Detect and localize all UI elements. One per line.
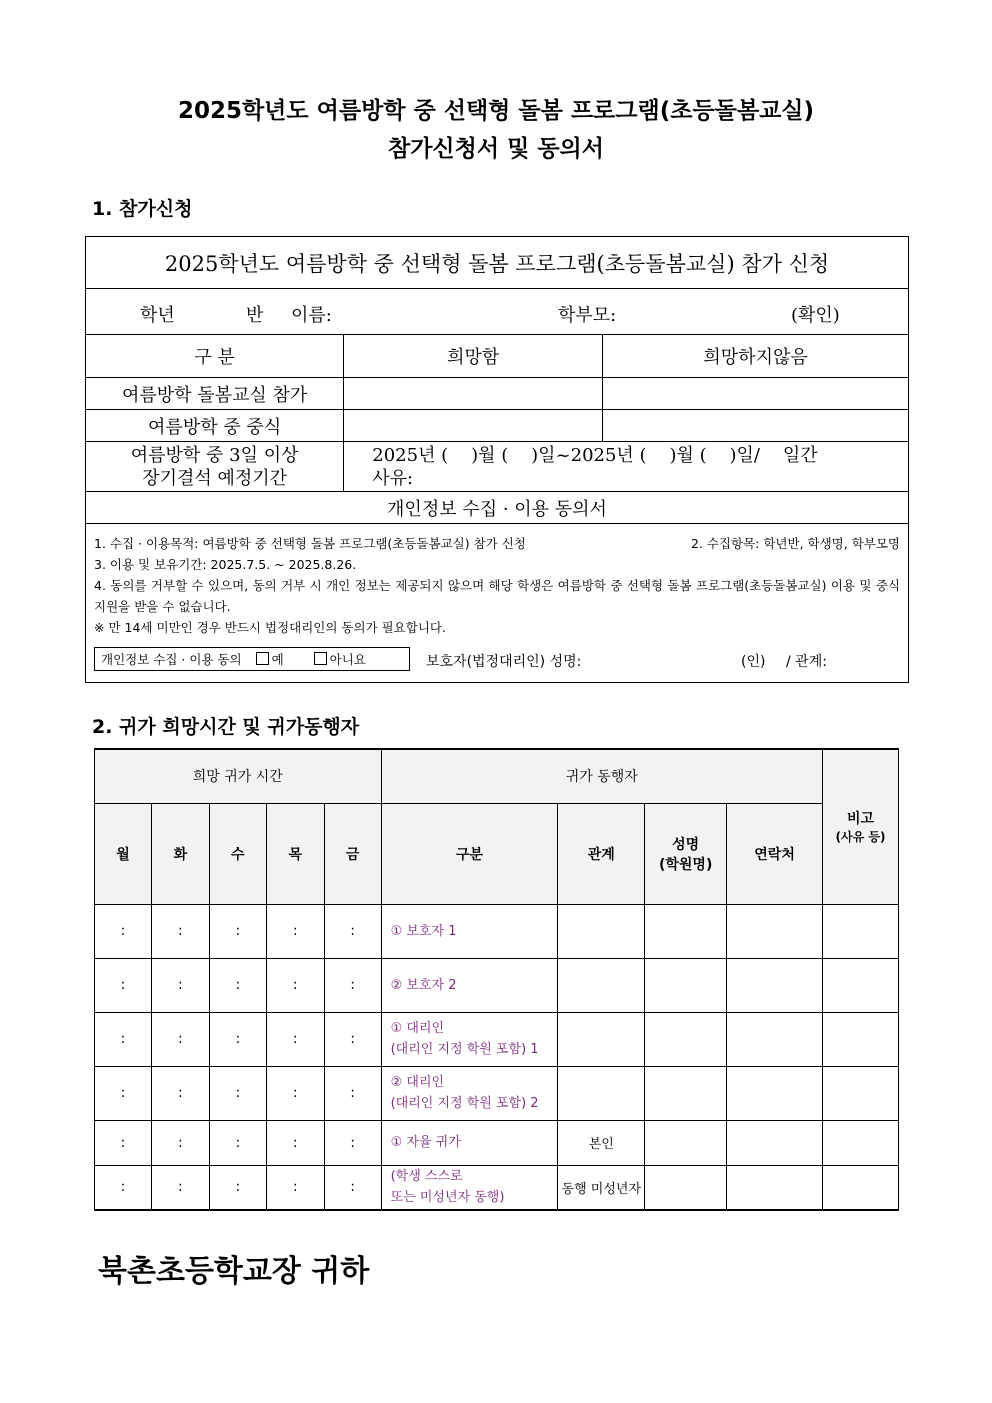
hdr-note-sub: (사유 등) xyxy=(835,830,886,845)
time-cell[interactable]: : xyxy=(324,1066,381,1120)
time-cell[interactable]: : xyxy=(209,958,266,1012)
student-name-field[interactable]: 이름: xyxy=(291,305,332,326)
time-cell[interactable]: : xyxy=(209,1066,266,1120)
consent-no-checkbox[interactable] xyxy=(314,652,327,665)
companion-type-line1: ① 대리인 xyxy=(390,1021,445,1036)
time-cell[interactable]: : xyxy=(151,1012,209,1066)
time-cell[interactable]: : xyxy=(151,904,209,958)
time-cell[interactable]: : xyxy=(95,1165,152,1210)
class-label: 반 xyxy=(246,305,264,326)
col-not-want: 희망하지않음 xyxy=(603,335,909,378)
time-cell[interactable]: : xyxy=(95,958,152,1012)
time-cell[interactable]: : xyxy=(324,1165,381,1210)
companion-note[interactable] xyxy=(822,1012,898,1066)
time-cell[interactable]: : xyxy=(151,1120,209,1165)
companion-note[interactable] xyxy=(822,1165,898,1210)
companion-note[interactable] xyxy=(822,958,898,1012)
consent-yes-label: 예 xyxy=(271,652,284,667)
col-relation: 관계 xyxy=(558,803,645,904)
companion-row xyxy=(95,1120,899,1165)
hdr-companion: 귀가 동행자 xyxy=(381,749,822,803)
doc-title-line1: 2025학년도 여름방학 중 선택형 돌봄 프로그램(초등돌봄교실) xyxy=(177,98,815,124)
row-absence-line2: 장기결석 예정기간 xyxy=(142,467,288,489)
consent-yes-checkbox[interactable] xyxy=(256,652,269,665)
lunch-want-cell[interactable] xyxy=(344,410,603,442)
companion-type xyxy=(381,1066,558,1120)
day-wed: 수 xyxy=(209,803,266,904)
participate-not-want-cell[interactable] xyxy=(603,378,909,410)
row-participate: 여름방학 돌봄교실 참가 xyxy=(86,378,344,410)
time-cell[interactable]: : xyxy=(209,1012,266,1066)
companion-name[interactable] xyxy=(645,958,727,1012)
participate-want-cell[interactable] xyxy=(344,378,603,410)
consent-no-label: 아니요 xyxy=(329,652,366,667)
companion-contact[interactable] xyxy=(727,1165,823,1210)
section1-heading: 1. 참가신청 xyxy=(92,198,193,220)
time-cell[interactable]: : xyxy=(209,1165,266,1210)
application-table-title: 2025학년도 여름방학 중 선택형 돌봄 프로그램(초등돌봄교실) 참가 신청 xyxy=(86,237,909,289)
companion-name[interactable] xyxy=(645,1165,727,1210)
companion-type-line2: (대리인 지정 학원 포함) 2 xyxy=(390,1096,539,1111)
companion-name[interactable] xyxy=(645,1120,727,1165)
companion-type-line1: ① 자율 귀가 xyxy=(390,1135,461,1150)
seal-label: (인) xyxy=(741,654,766,670)
day-fri: 금 xyxy=(324,803,381,904)
companion-name[interactable] xyxy=(645,904,727,958)
col-category: 구 분 xyxy=(86,335,344,378)
absence-reason: 사유: xyxy=(372,467,414,489)
time-cell[interactable]: : xyxy=(95,1012,152,1066)
privacy-title: 개인정보 수집 · 이용 동의서 xyxy=(86,492,909,524)
grade-label: 학년 xyxy=(140,305,175,326)
doc-title-line2: 참가신청서 및 동의서 xyxy=(388,136,604,162)
absence-period-cell[interactable] xyxy=(344,442,909,492)
day-tue: 화 xyxy=(151,803,209,904)
row-absence-line1: 여름방학 중 3일 이상 xyxy=(130,444,299,466)
companion-type xyxy=(381,1012,558,1066)
hdr-note xyxy=(822,749,898,904)
companion-type-line1: ① 보호자 1 xyxy=(390,923,457,939)
row-lunch: 여름방학 중 중식 xyxy=(86,410,344,442)
student-info-row xyxy=(86,289,909,335)
time-cell[interactable]: : xyxy=(324,1120,381,1165)
companion-contact[interactable] xyxy=(727,1120,823,1165)
privacy-line1 xyxy=(94,533,900,554)
consent-box xyxy=(94,647,410,671)
time-cell[interactable]: : xyxy=(266,1066,324,1120)
companion-type-line2: (대리인 지정 학원 포함) 1 xyxy=(390,1042,539,1057)
hdr-time: 희망 귀가 시간 xyxy=(95,749,382,803)
time-cell[interactable]: : xyxy=(266,1012,324,1066)
companion-name[interactable] xyxy=(645,1066,727,1120)
companion-row xyxy=(95,1165,899,1210)
confirm-label: (확인) xyxy=(791,305,840,326)
time-cell[interactable]: : xyxy=(324,904,381,958)
time-cell[interactable]: : xyxy=(95,1120,152,1165)
companion-contact[interactable] xyxy=(727,958,823,1012)
time-cell[interactable]: : xyxy=(324,958,381,1012)
col-name xyxy=(645,803,727,904)
privacy-period: 3. 이용 및 보유기간: 2025.7.5. ~ 2025.8.26. xyxy=(94,557,357,572)
companion-note[interactable] xyxy=(822,904,898,958)
companion-contact[interactable] xyxy=(727,1012,823,1066)
privacy-purpose: 1. 수집 · 이용목적: 여름방학 중 선택형 돌봄 프로그램(초등돌봄교실) 참가 신청 xyxy=(94,536,526,551)
companion-relation[interactable] xyxy=(558,1012,645,1066)
time-cell[interactable]: : xyxy=(151,1066,209,1120)
privacy-refusal: 4. 동의를 거부할 수 있으며, 동의 거부 시 개인 정보는 제공되지 않으며 해당 학생은 여름방학 중 선택형 돌봄 프로그램(초등돌봄교실) 이용 및 중식 지원을 받을 수 없습니다. xyxy=(94,578,900,614)
col-name-sub: (학원명) xyxy=(658,856,713,873)
col-type: 구분 xyxy=(381,803,558,904)
time-cell[interactable]: : xyxy=(95,904,152,958)
companion-type-line1: ② 대리인 xyxy=(390,1075,445,1090)
guardian-sign-field[interactable]: 보호자(법정대리인) 성명: xyxy=(426,654,582,670)
companion-relation[interactable] xyxy=(558,904,645,958)
time-cell[interactable]: : xyxy=(324,1012,381,1066)
col-contact: 연락처 xyxy=(727,803,823,904)
time-cell[interactable]: : xyxy=(266,904,324,958)
time-cell[interactable]: : xyxy=(209,904,266,958)
companion-name[interactable] xyxy=(645,1012,727,1066)
section2-heading: 2. 귀가 희망시간 및 귀가동행자 xyxy=(92,716,360,738)
hdr-note-label: 비고 xyxy=(846,811,875,828)
closing-addressee: 북촌초등학교장 귀하 xyxy=(98,1254,370,1289)
companion-relation[interactable] xyxy=(558,1066,645,1120)
companion-row xyxy=(95,1012,899,1066)
companion-row xyxy=(95,1066,899,1120)
companion-row xyxy=(95,904,899,958)
companion-contact[interactable] xyxy=(727,904,823,958)
companion-contact[interactable] xyxy=(727,1066,823,1120)
companion-type xyxy=(381,904,558,958)
time-cell[interactable]: : xyxy=(209,1120,266,1165)
privacy-items: 2. 수집항목: 학년반, 학생명, 학부모명 xyxy=(690,536,900,551)
col-name-label: 성명 xyxy=(672,836,700,853)
consent-label: 개인정보 수집 · 이용 동의 xyxy=(101,652,242,667)
companion-note[interactable] xyxy=(822,1066,898,1120)
companion-note[interactable] xyxy=(822,1120,898,1165)
row-absence xyxy=(86,442,344,492)
return-home-table xyxy=(94,748,899,1211)
companion-row xyxy=(95,958,899,1012)
time-cell[interactable]: : xyxy=(151,958,209,1012)
day-mon: 월 xyxy=(95,803,152,904)
companion-type-line1: ② 보호자 2 xyxy=(390,977,457,993)
companion-type xyxy=(381,1120,558,1165)
parent-name-field[interactable]: 학부모: xyxy=(558,305,617,326)
privacy-body xyxy=(86,524,909,683)
application-table xyxy=(85,236,909,683)
time-cell[interactable]: : xyxy=(151,1165,209,1210)
day-thu: 목 xyxy=(266,803,324,904)
companion-type-line1: (학생 스스로 xyxy=(390,1169,463,1185)
companion-type xyxy=(381,958,558,1012)
time-cell[interactable]: : xyxy=(266,1120,324,1165)
companion-relation[interactable]: 본인 xyxy=(558,1120,645,1165)
companion-relation[interactable]: 동행 미성년자 xyxy=(558,1165,645,1210)
absence-period: 2025년 ( )월 ( )일~2025년 ( )월 ( )일/ 일간 xyxy=(372,444,818,466)
time-cell[interactable]: : xyxy=(95,1066,152,1120)
companion-type-line2: 또는 미성년자 동행) xyxy=(390,1190,505,1206)
time-cell[interactable]: : xyxy=(266,958,324,1012)
companion-type xyxy=(381,1165,558,1210)
companion-relation[interactable] xyxy=(558,958,645,1012)
col-want: 희망함 xyxy=(344,335,603,378)
relation-field[interactable]: / 관계: xyxy=(786,654,827,670)
lunch-not-want-cell[interactable] xyxy=(603,410,909,442)
time-cell[interactable]: : xyxy=(266,1165,324,1210)
privacy-minor-notice: ※ 만 14세 미만인 경우 반드시 법정대리인의 동의가 필요합니다. xyxy=(94,620,446,635)
